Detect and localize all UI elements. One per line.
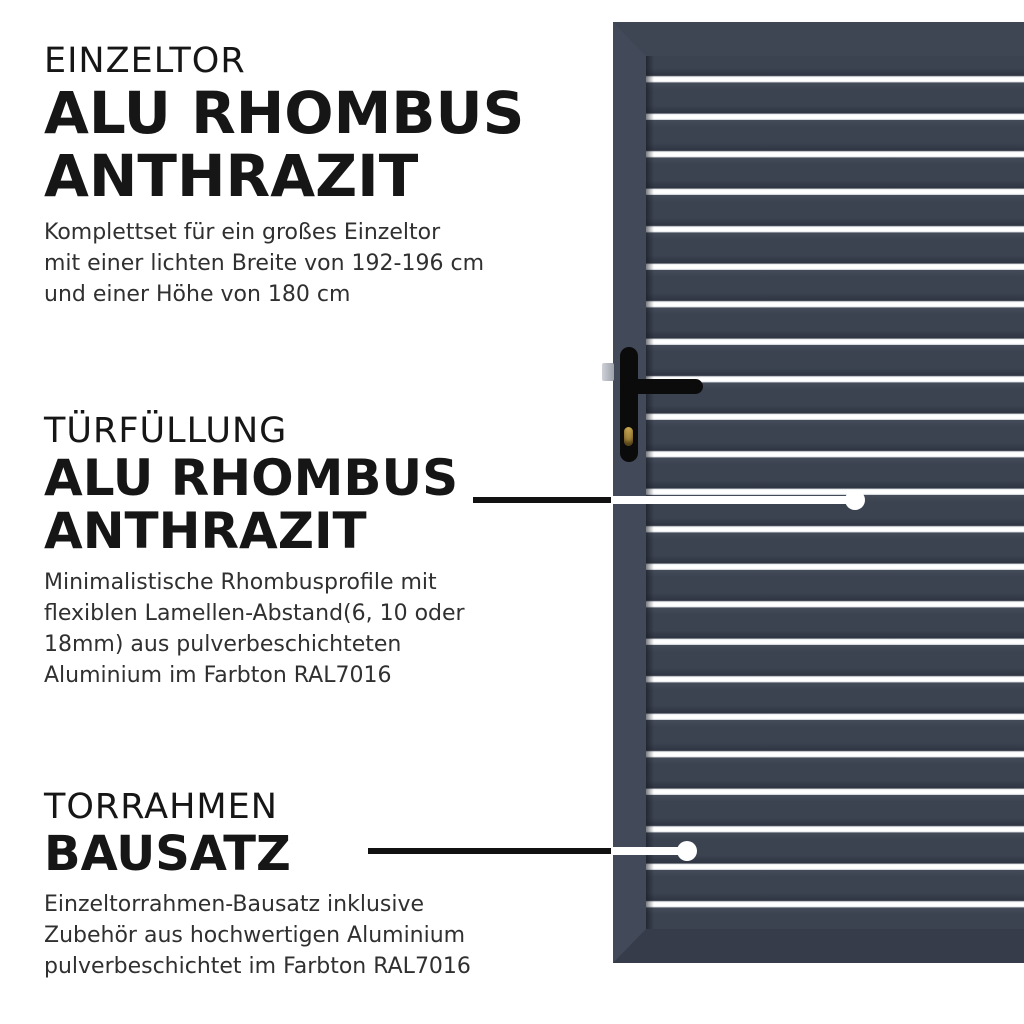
torrahmen-title-line1: BAUSATZ <box>44 826 291 882</box>
tuerfuellung-description <box>44 567 465 691</box>
latch-plate <box>602 363 614 381</box>
section-tuerfuellung <box>44 410 465 691</box>
description-line: Aluminium im Farbton RAL7016 <box>44 663 392 688</box>
callout-tuerfuellung-dot <box>845 490 865 510</box>
callout-tuerfuellung-line-black <box>473 497 613 503</box>
description-line: Zubehör aus hochwertigen Aluminium <box>44 923 466 948</box>
description-line: und einer Höhe von 180 cm <box>44 282 351 307</box>
callout-torrahmen-line-black <box>368 848 613 854</box>
tuerfuellung-title-line2: ANTHRAZIT <box>44 502 367 560</box>
section-torrahmen <box>44 786 471 982</box>
callout-tuerfuellung-line-white <box>611 496 855 504</box>
section-tuerfuellung-kicker: TÜRFÜLLUNG <box>44 411 288 451</box>
callout-torrahmen-line-white <box>611 847 687 855</box>
product-description <box>44 217 524 310</box>
description-line: 18mm) aus pulverbeschichteten <box>44 632 402 657</box>
section-einzeltor <box>44 40 524 310</box>
callout-torrahmen-dot <box>677 841 697 861</box>
description-line: Einzeltorrahmen-Bausatz inklusive <box>44 892 425 917</box>
description-line: flexiblen Lamellen-Abstand(6, 10 oder <box>44 601 465 626</box>
section-einzeltor-kicker: EINZELTOR <box>44 41 246 81</box>
section-torrahmen-kicker: TORRAHMEN <box>44 787 278 827</box>
gate-image <box>613 22 1024 963</box>
description-line: pulverbeschichtet im Farbton RAL7016 <box>44 954 471 979</box>
tuerfuellung-title-line1: ALU RHOMBUS <box>44 449 459 507</box>
torrahmen-description <box>44 889 471 982</box>
lock-cylinder <box>624 427 633 446</box>
product-title-line2: ANTHRAZIT <box>44 142 419 210</box>
product-title-line1: ALU RHOMBUS <box>44 79 525 147</box>
description-line: Komplettset für ein großes Einzeltor <box>44 220 441 245</box>
gate-frame <box>613 22 1024 963</box>
description-line: mit einer lichten Breite von 192-196 cm <box>44 251 484 276</box>
door-handle-lever <box>623 379 703 394</box>
description-line: Minimalistische Rhombusprofile mit <box>44 570 437 595</box>
